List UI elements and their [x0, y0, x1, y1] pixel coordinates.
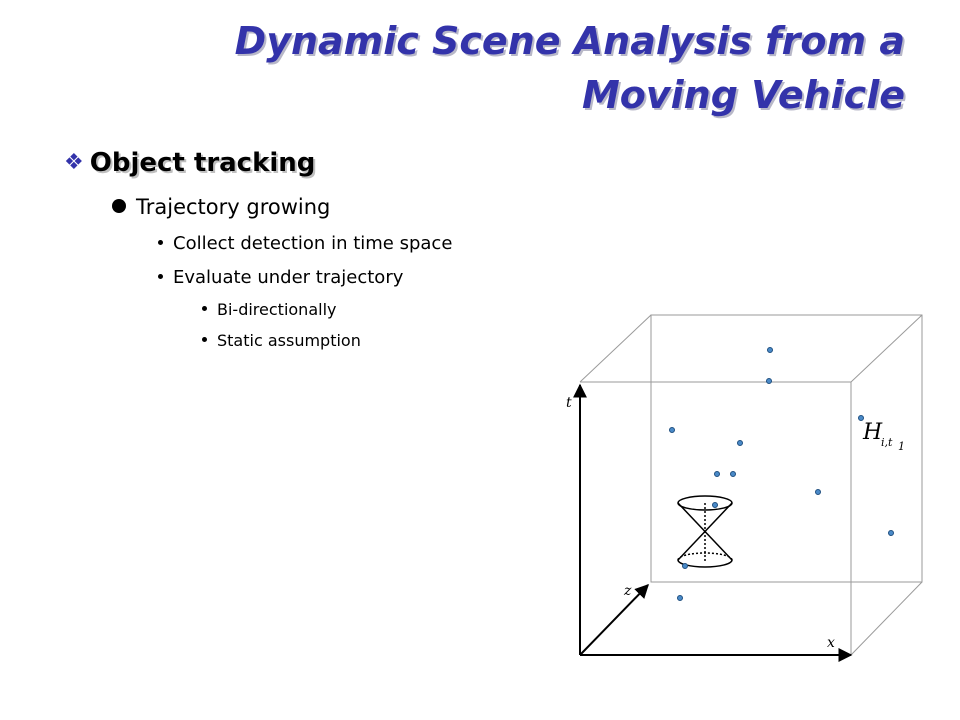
- detection-point: [670, 428, 675, 433]
- edge-top-left: [580, 315, 651, 382]
- h-subsubscript: 1: [898, 440, 905, 453]
- h-label-group: [862, 420, 905, 453]
- detection-point: [738, 441, 743, 446]
- bullet-level3-text: Evaluate under trajectory: [173, 267, 404, 288]
- bullet-level4-text: Static assumption: [217, 331, 361, 350]
- small-bullet-icon: [202, 306, 207, 311]
- edge-top-right: [851, 315, 922, 382]
- round-bullet-icon: [112, 199, 126, 213]
- detection-point: [859, 416, 864, 421]
- z-axis-label: z: [624, 583, 632, 599]
- h-subscript: i,t: [881, 436, 893, 449]
- bullet-level2: [112, 195, 330, 219]
- bullet-level1-text: Object tracking: [89, 148, 316, 178]
- bullet-level1: [64, 148, 315, 178]
- cube-diagram: [555, 305, 950, 665]
- slide-title: [60, 14, 905, 122]
- slide-title-line-1: Dynamic Scene Analysis from a: [234, 19, 905, 63]
- bullet-level3-item: [158, 233, 452, 254]
- bullet-level2-text: Trajectory growing: [136, 195, 331, 219]
- bullet-level4-item: [202, 300, 336, 319]
- detection-point: [715, 472, 720, 477]
- slide-title-line-2: Moving Vehicle: [581, 73, 905, 117]
- t-axis-label: t: [566, 395, 572, 411]
- bullet-level4-text: Bi-directionally: [217, 300, 337, 319]
- detection-point: [767, 379, 772, 384]
- bullet-level3-text: Collect detection in time space: [173, 233, 453, 254]
- bullet-level4-item: [202, 331, 361, 350]
- small-bullet-icon: [202, 337, 207, 342]
- detection-points: [670, 348, 894, 601]
- detection-point: [768, 348, 773, 353]
- detection-point: [683, 564, 688, 569]
- detection-point: [889, 531, 894, 536]
- z-axis: [580, 585, 648, 655]
- time-space-cube-figure: [555, 305, 950, 665]
- cube-edges: [580, 315, 922, 655]
- x-axis-label: x: [827, 635, 835, 651]
- edge-bottom-right: [851, 582, 922, 655]
- detection-point: [678, 596, 683, 601]
- detection-point: [731, 472, 736, 477]
- detection-point: [816, 490, 821, 495]
- small-bullet-icon: [158, 274, 163, 279]
- double-cone-icon: [678, 496, 732, 567]
- h-label: H: [863, 420, 883, 445]
- diamond-bullet-icon: ❖: [64, 150, 84, 175]
- small-bullet-icon: [158, 240, 163, 245]
- bullet-level3-item: [158, 267, 403, 288]
- detection-point: [713, 503, 718, 508]
